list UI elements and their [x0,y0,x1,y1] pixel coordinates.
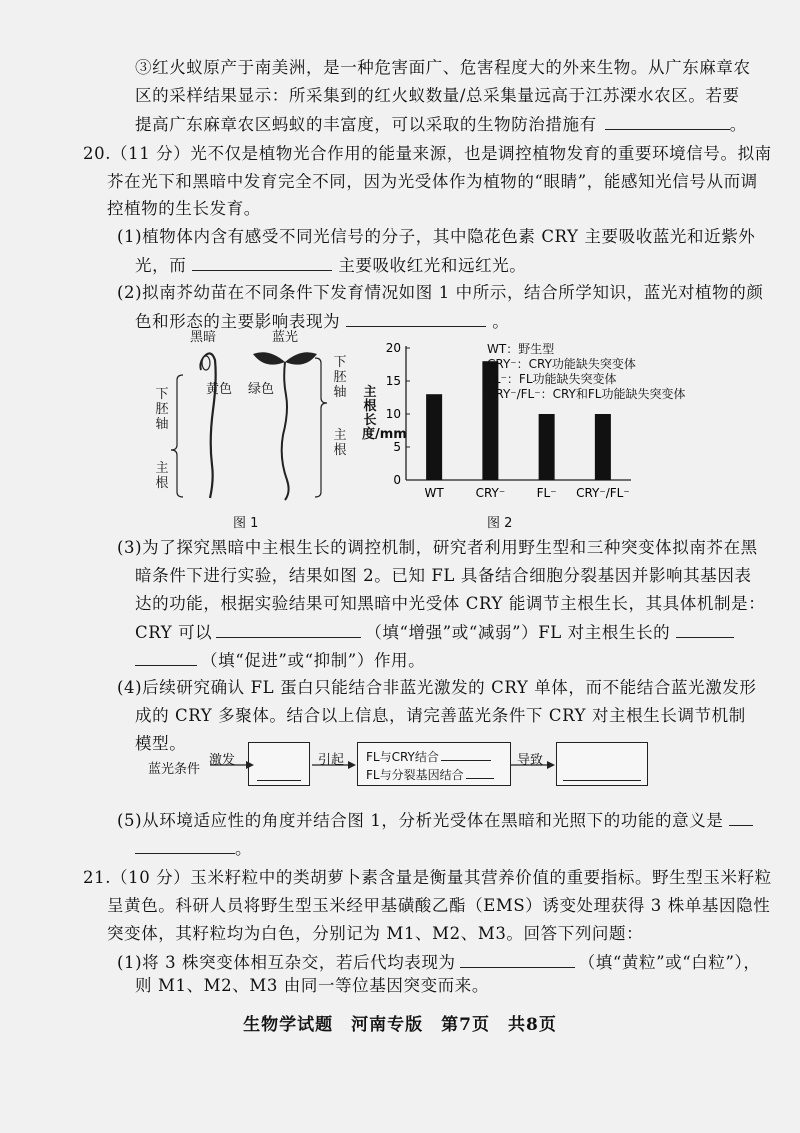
q19-3-end: 。 [729,115,747,134]
fig1-blue-leaf-left-icon [253,352,285,364]
q20-p1-text-a: 光，而 [135,256,187,275]
bar-0 [426,394,442,480]
q20-p5-end: 。 [235,839,253,858]
fig2-legend-4: CRY⁻/FL⁻：CRY和FL功能缺失突变体 [487,387,686,401]
flow-arrow2-label: 引起 [318,753,345,768]
q19-3-line2: 区的采样结果显示：所采集到的红火蚁数量/总采集量远高于江苏溧水农区。若要 [135,86,740,105]
flow-mid1-text: FL与CRY结合 [366,750,439,764]
q21-stem-line3: 突变体，其籽粒均为白色，分别记为 M1、M2、M3。回答下列问题： [107,924,644,943]
q20-p2-answer-blank[interactable] [346,311,486,327]
page-footer: 生物学试题 河南专版 第7页 共8页 [243,1015,557,1035]
q20-p1-text-b: 主要吸收红光和远红光。 [338,256,527,275]
flow-arrow3-label: 导致 [517,753,544,768]
x-tick-label: FL⁻ [536,486,557,500]
q20-stem-line1: 20.（11 分）光不仅是植物光合作用的能量来源，也是调控植物发育的重要环境信号。拟南 [83,144,772,163]
bar-2 [539,414,555,480]
bar-3 [595,414,611,480]
q20-p3-text-c: （填“促进”或“抑制”）作用。 [201,651,426,670]
q20-p4-line2: 成的 CRY 多聚体。结合以上信息，请完善蓝光条件下 CRY 对主根生长调节机制 [135,706,746,725]
flow-box-3[interactable] [556,742,648,786]
q20-p1-line1: (1)植物体内含有感受不同光信号的分子，其中隐花色素 CRY 主要吸收蓝光和近紫外 [117,227,756,246]
q20-p2-text-b: 。 [492,312,510,331]
q20-p5-line1 [117,810,753,831]
q20-p3-text-a: CRY 可以 [135,623,213,642]
x-tick-label: CRY⁻/FL⁻ [576,486,630,500]
q20-stem-line3: 控植物的生长发育。 [107,199,261,218]
q20-p5-line2 [135,838,252,859]
flow-arrow3-icon [547,761,555,769]
q19-answer-blank[interactable] [605,114,730,130]
fig2-caption: 图 2 [487,516,513,531]
q21-p1-text-a: (1)将 3 株突变体相互杂交，若后代均表现为 [117,953,456,972]
flow-arrow1-icon [246,761,254,769]
q20-p4-line3: 模型。 [135,734,187,753]
q20-p3-answer-blank-2[interactable] [676,622,734,638]
flow-box3-blank[interactable] [563,765,641,781]
fig1-dark-cotyledon-icon [202,356,210,370]
q20-p3-text-b: （填“增强”或“减弱”）FL 对主根生长的 [365,623,671,642]
fig1-root-left-label: 主根 [155,461,169,491]
fig1-right-bracket [315,358,327,497]
fig1-yellow-label: 黄色 [206,382,233,397]
y-tick-label: 5 [393,440,401,454]
fig1-hypocotyl-left-label: 下胚轴 [155,387,169,432]
fig1-seedlings-drawing [165,340,345,510]
q21-stem-line2: 呈黄色。科研人员将野生型玉米经甲基磺酸乙酯（EMS）诱变处理获得 3 株单基因隐性 [107,896,771,915]
q19-3-line1: ③红火蚁原产于南美洲，是一种危害面广、危害程度大的外来生物。从广东麻章农 [135,58,751,77]
q20-p2-text-a: 色和形态的主要影响表现为 [135,312,341,331]
x-tick-label: CRY⁻ [475,486,506,500]
q20-p3-answer-blank-3[interactable] [135,650,197,666]
flow-start-label: 蓝光条件 [148,762,201,777]
y-tick-label: 0 [393,473,401,487]
y-tick-label: 20 [385,341,401,355]
fig2-legend-2: CRY⁻：CRY功能缺失突变体 [487,357,636,371]
fig1-blue-seedling-stem [282,362,289,500]
q20-p5-text: (5)从环境适应性的角度并结合图 1，分析光受体在黑暗和光照下的功能的意义是 [117,811,724,830]
q20-p4-line1: (4)后续研究确认 FL 蛋白只能结合非蓝光激发的 CRY 单体，而不能结合蓝光激发形 [117,678,757,697]
q20-p5-answer-blank-2[interactable] [135,838,235,854]
x-tick-label: WT [424,486,444,500]
q20-p3-answer-blank-1[interactable] [216,622,361,638]
fig1-root-right-label: 主根 [333,428,347,458]
fig1-dark-label: 黑暗 [190,330,217,345]
fig2-legend-3: FL⁻：FL功能缺失突变体 [487,372,617,386]
q21-p1-text-b: （填“黄粒”或“白粒”）， [578,953,761,972]
flow-arrow2-icon [348,761,356,769]
fig1-green-label: 绿色 [248,382,275,397]
q21-p1-line2: 则 M1、M2、M3 由同一等位基因突变而来。 [135,976,489,995]
y-tick-label: 15 [385,374,401,388]
q20-p3-line1: (3)为了探究黑暗中主根生长的调控机制，研究者利用野生型和三种突变体拟南芥在黑 [117,538,758,557]
q20-p5-answer-blank-1[interactable] [729,810,753,826]
q20-p3-line5 [135,650,425,671]
fig1-blue-label: 蓝光 [272,330,299,345]
fig1-caption: 图 1 [233,516,259,531]
flow-arrows [140,740,560,790]
flow-mid2-text: FL与分裂基因结合 [366,768,464,782]
fig1-left-bracket [171,375,183,497]
fig2-ylabel: 主根长度/mm [362,385,407,442]
flow-arrow1-label: 激发 [209,753,236,768]
q21-p1-line1 [117,952,760,973]
fig1-hypocotyl-right-label: 下胚轴 [333,355,347,400]
q19-3-line3 [135,114,747,135]
y-tick-label: 10 [385,407,401,421]
fig1-blue-leaf-right-icon [285,352,317,364]
q20-p1-line2 [135,255,526,276]
q20-p2-line1: (2)拟南芥幼苗在不同条件下发育情况如图 1 中所示，结合所学知识，蓝光对植物的颜 [117,283,764,302]
q20-stem-line2: 芥在光下和黑暗中发育完全不同，因为光受体作为植物的“眼睛”，能感知光信号从而调 [107,172,758,191]
fig2-legend-1: WT：野生型 [487,342,555,356]
q21-stem-line1: 21.（10 分）玉米籽粒中的类胡萝卜素含量是衡量其营养价值的重要指标。野生型玉米籽粒 [83,868,772,887]
q20-p3-line4 [135,622,734,643]
q19-3-line3-text: 提高广东麻章农区蚂蚁的丰富度，可以采取的生物防治措施有 [135,115,597,134]
fig1-dark-seedling-stem [203,353,216,498]
q20-p1-answer-blank[interactable] [192,255,332,271]
q20-p3-line3: 达的功能，根据实验结果可知黑暗中光受体 CRY 能调节主根生长，其具体机制是： [135,594,766,613]
q21-p1-answer-blank[interactable] [460,952,575,968]
q20-p3-line2: 暗条件下进行实验，结果如图 2。已知 FL 具备结合细胞分裂基因并影响其基因表 [135,566,752,585]
